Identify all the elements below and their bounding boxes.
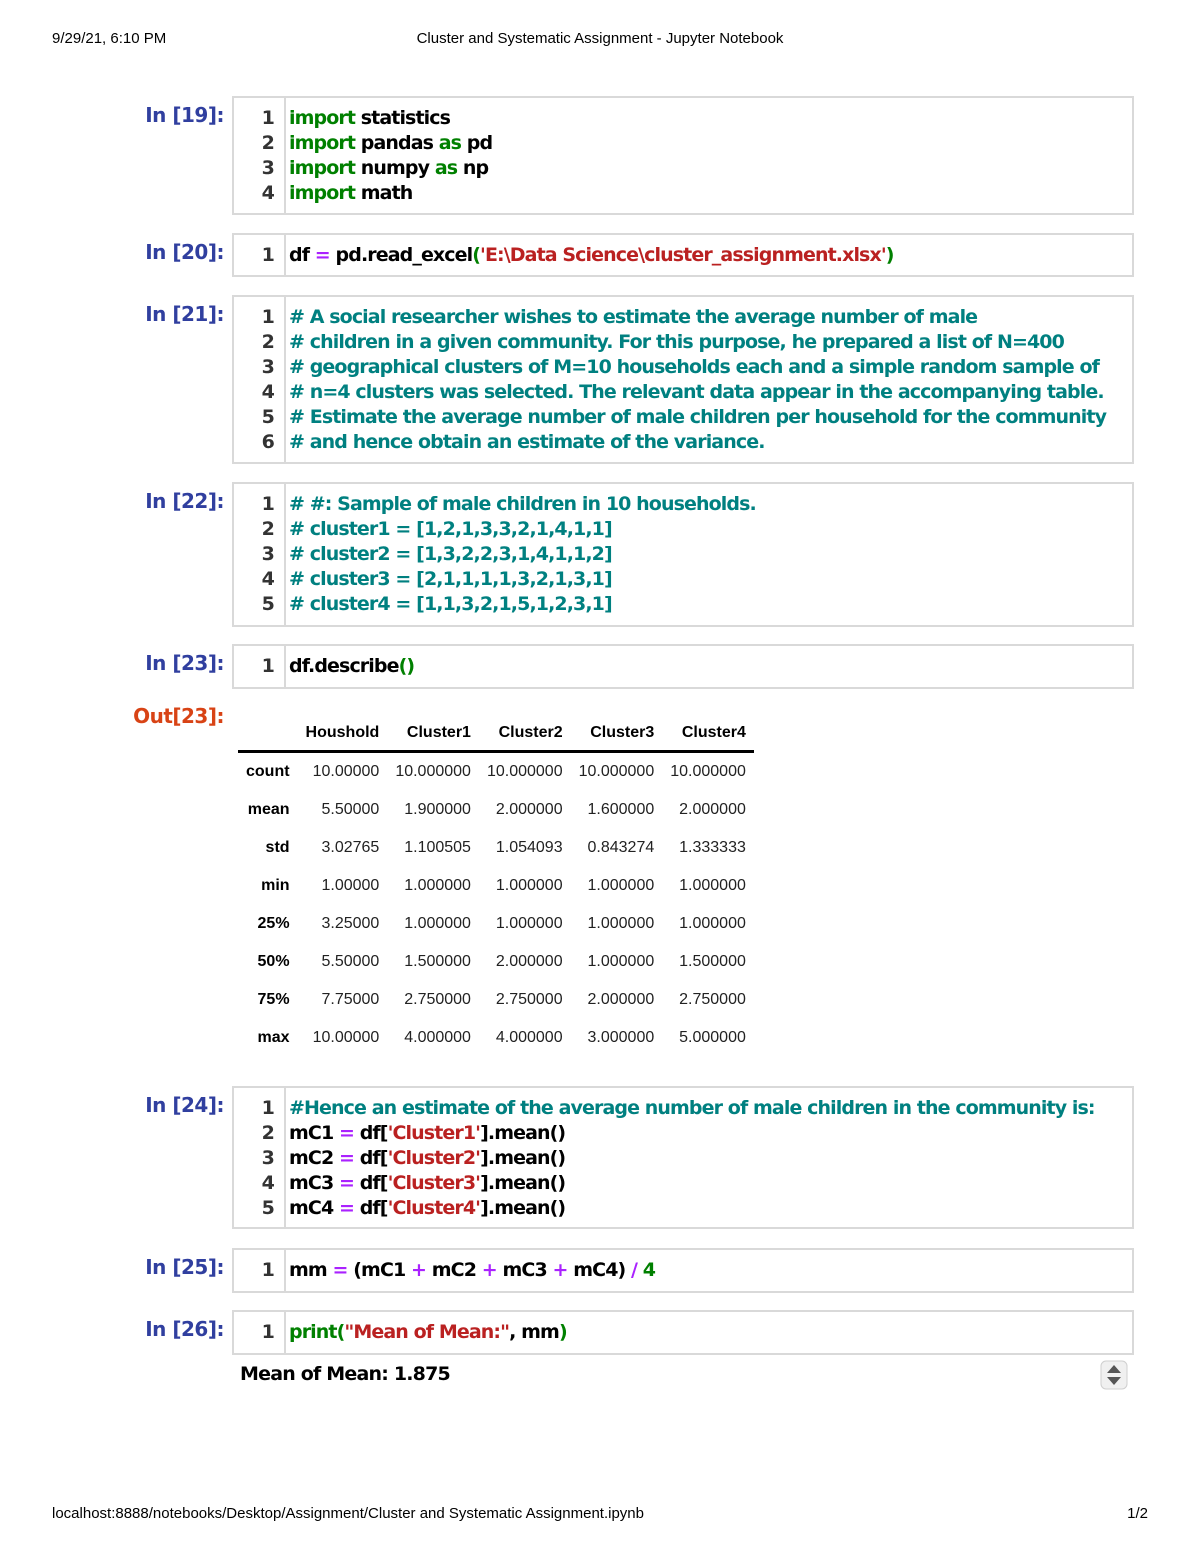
- code-token: ): [885, 244, 894, 266]
- code-token: 'Cluster3': [387, 1172, 481, 1194]
- table-cell: 3.25000: [321, 915, 380, 932]
- table-row: [238, 1019, 754, 1057]
- code-token: # #: Sample of male children in 10 households.: [289, 493, 756, 515]
- input-prompt: In [25]:: [145, 1255, 224, 1279]
- code-token: # children in a given community. For this purpose, he prepared a list of N=400: [289, 331, 1064, 353]
- code-token: 'E:\Data Science\cluster_assignment.xlsx': [480, 244, 886, 266]
- table-cell: 3.02765: [321, 839, 380, 856]
- table-cell: 10.00000: [312, 1029, 380, 1046]
- table-cell: 4.000000: [495, 1029, 563, 1046]
- table-row: [238, 943, 754, 981]
- table-row: [238, 752, 754, 792]
- code-token: =: [332, 1259, 348, 1281]
- output-prompt: Out[23]:: [133, 704, 224, 728]
- line-number: 6: [261, 431, 274, 453]
- line-number: 5: [261, 1197, 274, 1219]
- table-cell: 5.50000: [321, 953, 380, 970]
- table-cell: 10.000000: [395, 763, 471, 780]
- code-token: # cluster1 = [1,2,1,3,3,2,1,4,1,1]: [289, 518, 612, 540]
- table-cell: 7.75000: [321, 991, 380, 1008]
- code-token: mC3: [496, 1259, 553, 1281]
- table-cell: 1.000000: [587, 877, 655, 894]
- line-number: 2: [261, 1122, 274, 1144]
- code-text: [289, 518, 612, 540]
- code-token: pandas: [355, 132, 439, 154]
- code-input[interactable]: [232, 96, 1134, 215]
- input-prompt: In [24]:: [145, 1093, 224, 1117]
- input-prompt: In [21]:: [145, 302, 224, 326]
- code-text: [289, 406, 1106, 428]
- code-token: mC4: [289, 1197, 339, 1219]
- table-cell: 2.000000: [587, 991, 655, 1008]
- line-number: 4: [261, 182, 274, 204]
- table-row: [238, 981, 754, 1019]
- table-cell: 5.50000: [321, 801, 380, 818]
- code-token: "Mean of Mean:": [344, 1321, 510, 1343]
- table-cell: 1.000000: [587, 953, 655, 970]
- table-header-row: [238, 716, 754, 752]
- code-token: # geographical clusters of M=10 households each and a simple random sample of: [289, 356, 1100, 378]
- table-cell: 0.843274: [587, 839, 655, 856]
- code-token: (): [549, 1172, 566, 1194]
- table-row: [238, 791, 754, 829]
- table-cell: 1.000000: [404, 877, 471, 894]
- table-cell: 1.000000: [495, 915, 563, 932]
- input-prompt: In [19]:: [145, 103, 224, 127]
- code-text: [289, 381, 1104, 403]
- row-index-label: mean: [247, 801, 290, 818]
- table-row: [238, 829, 754, 867]
- code-token: 4: [642, 1259, 656, 1281]
- code-text: [289, 182, 412, 204]
- code-token: mC4): [567, 1259, 632, 1281]
- page-number: 1/2: [1127, 1505, 1148, 1522]
- code-token: # Estimate the average number of male children per household for the community: [289, 406, 1107, 428]
- code-token: ].mean: [480, 1122, 550, 1144]
- line-number: 1: [261, 1259, 274, 1281]
- table-cell: 2.750000: [495, 991, 563, 1008]
- code-token: # and hence obtain an estimate of the variance.: [289, 431, 765, 453]
- code-text: [289, 132, 492, 154]
- column-header: Houshold: [298, 716, 388, 752]
- code-text: [289, 493, 756, 515]
- scroll-arrows-icon[interactable]: [1100, 1360, 1128, 1390]
- table-cell: 2.000000: [495, 953, 563, 970]
- table-cell: 1.000000: [495, 877, 563, 894]
- code-token: (): [549, 1197, 566, 1219]
- line-number: 3: [261, 356, 274, 378]
- code-token: +: [552, 1259, 568, 1281]
- input-prompt: In [26]:: [145, 1317, 224, 1341]
- code-text: [289, 306, 977, 328]
- code-token: import: [289, 132, 356, 154]
- code-text: [289, 1259, 655, 1281]
- code-token: ): [558, 1321, 567, 1343]
- table-cell: 1.000000: [679, 915, 746, 932]
- table-cell: 1.000000: [587, 915, 655, 932]
- code-token: # cluster3 = [2,1,1,1,1,3,2,1,3,1]: [289, 568, 612, 590]
- code-token: 'Cluster4': [387, 1197, 481, 1219]
- line-number: 4: [261, 1172, 274, 1194]
- code-token: # cluster4 = [1,1,3,2,1,5,1,2,3,1]: [289, 593, 612, 615]
- code-token: , mm: [509, 1321, 559, 1343]
- code-token: # A social researcher wishes to estimate the average number of male: [289, 306, 978, 328]
- line-number: 3: [261, 543, 274, 565]
- row-index-label: count: [246, 763, 290, 780]
- code-token: ].mean: [480, 1147, 550, 1169]
- code-token: mC2: [426, 1259, 482, 1281]
- row-index-label: 75%: [257, 991, 290, 1008]
- code-input[interactable]: [232, 482, 1134, 627]
- line-number: 1: [261, 493, 274, 515]
- describe-output-table: [238, 716, 754, 1057]
- code-input[interactable]: [232, 1086, 1134, 1229]
- code-token: as: [434, 157, 458, 179]
- code-token: mm: [289, 1259, 333, 1281]
- table-cell: 1.054093: [495, 839, 563, 856]
- code-token: pd: [461, 132, 493, 154]
- line-number: 3: [261, 157, 274, 179]
- row-index-label: max: [257, 1029, 290, 1046]
- code-token: +: [411, 1259, 427, 1281]
- code-text: [289, 431, 765, 453]
- table-cell: 1.500000: [679, 953, 746, 970]
- code-token: import: [289, 157, 356, 179]
- code-token: (): [549, 1122, 566, 1144]
- code-text: [289, 1122, 565, 1144]
- line-number: 2: [261, 518, 274, 540]
- code-token: df[: [354, 1197, 388, 1219]
- print-title: Cluster and Systematic Assignment - Jupyter Notebook: [416, 30, 784, 47]
- code-token: df.describe: [289, 655, 399, 677]
- code-token: /: [631, 1259, 638, 1281]
- code-token: =: [338, 1122, 355, 1144]
- table-cell: 2.750000: [679, 991, 746, 1008]
- line-number: 1: [261, 244, 274, 266]
- code-token: df: [289, 244, 315, 266]
- code-text: [289, 356, 1099, 378]
- code-text: [289, 157, 488, 179]
- table-cell: 1.000000: [404, 915, 471, 932]
- table-cell: 2.000000: [495, 801, 563, 818]
- table-cell: 10.000000: [578, 763, 655, 780]
- code-input[interactable]: [232, 295, 1134, 464]
- table-cell: 5.000000: [679, 1029, 746, 1046]
- code-token: ].mean: [480, 1197, 550, 1219]
- code-token: =: [338, 1197, 355, 1219]
- line-number: 3: [261, 1147, 274, 1169]
- table-cell: 1.00000: [321, 877, 380, 894]
- code-token: pd.read_excel: [329, 244, 473, 266]
- input-prompt: In [23]:: [145, 651, 224, 675]
- table-cell: 10.000000: [670, 763, 746, 780]
- table-cell: 1.000000: [679, 877, 746, 894]
- table-cell: 1.100505: [404, 839, 471, 856]
- column-header: Cluster3: [571, 716, 663, 752]
- code-token: print: [289, 1321, 337, 1343]
- table-cell: 10.000000: [486, 763, 563, 780]
- code-token: # cluster2 = [1,3,2,2,3,1,4,1,1,2]: [289, 543, 612, 565]
- code-text: [289, 593, 612, 615]
- table-cell: 2.000000: [679, 801, 746, 818]
- code-token: import: [289, 182, 356, 204]
- code-token: +: [481, 1259, 497, 1281]
- print-url: localhost:8888/notebooks/Desktop/Assignment/Cluster and Systematic Assignment.ipynb: [52, 1505, 644, 1522]
- code-text: [289, 107, 450, 129]
- row-index-label: min: [261, 877, 290, 894]
- code-text: [289, 1172, 565, 1194]
- table-cell: 10.00000: [312, 763, 380, 780]
- row-index-label: 50%: [257, 953, 290, 970]
- row-index-label: std: [265, 839, 290, 856]
- code-token: ].mean: [480, 1172, 550, 1194]
- index-header: [238, 716, 298, 752]
- code-token: df[: [354, 1122, 388, 1144]
- code-token: as: [438, 132, 462, 154]
- table-cell: 3.000000: [587, 1029, 655, 1046]
- table-cell: 1.333333: [679, 839, 746, 856]
- code-text: [289, 543, 612, 565]
- line-number: 1: [261, 107, 274, 129]
- code-token: =: [338, 1172, 355, 1194]
- table-cell: 2.750000: [404, 991, 471, 1008]
- line-number: 4: [261, 568, 274, 590]
- code-token: numpy: [355, 157, 435, 179]
- code-token: df[: [354, 1147, 388, 1169]
- table-row: [238, 905, 754, 943]
- code-text: [289, 1321, 567, 1343]
- code-token: (: [336, 1321, 345, 1343]
- code-token: np: [457, 157, 489, 179]
- code-text: [289, 331, 1064, 353]
- column-header: Cluster2: [479, 716, 571, 752]
- code-token: # n=4 clusters was selected. The relevant data appear in the accompanying table.: [289, 381, 1104, 403]
- code-text: [289, 1147, 565, 1169]
- code-token: math: [355, 182, 413, 204]
- line-number: 1: [261, 306, 274, 328]
- code-token: 'Cluster2': [387, 1147, 481, 1169]
- code-text: [289, 568, 612, 590]
- code-token: (mC1: [347, 1259, 412, 1281]
- code-input[interactable]: [232, 233, 1134, 277]
- stream-output: Mean of Mean: 1.875: [240, 1363, 450, 1385]
- line-number: 5: [261, 593, 274, 615]
- line-number: 2: [261, 132, 274, 154]
- code-token: mC1: [289, 1122, 339, 1144]
- line-number: 4: [261, 381, 274, 403]
- input-prompt: In [22]:: [145, 489, 224, 513]
- line-number: 2: [261, 331, 274, 353]
- code-text: [289, 1197, 565, 1219]
- code-token: =: [314, 244, 330, 266]
- code-token: import: [289, 107, 356, 129]
- code-token: 'Cluster1': [387, 1122, 481, 1144]
- code-text: [289, 244, 894, 266]
- table-cell: 1.500000: [404, 953, 471, 970]
- column-header: Cluster1: [387, 716, 479, 752]
- code-token: (): [549, 1147, 566, 1169]
- table-cell: 4.000000: [404, 1029, 471, 1046]
- code-token: =: [338, 1147, 355, 1169]
- code-token: df[: [354, 1172, 388, 1194]
- code-token: (: [472, 244, 481, 266]
- table-cell: 1.600000: [587, 801, 655, 818]
- table-cell: 1.900000: [404, 801, 471, 818]
- row-index-label: 25%: [257, 915, 290, 932]
- code-token: statistics: [355, 107, 451, 129]
- code-text: [289, 1097, 1095, 1119]
- code-token: #Hence an estimate of the average number of male children in the community is:: [289, 1097, 1095, 1119]
- output-scroll-toggle[interactable]: [1100, 1360, 1128, 1390]
- code-text: [289, 655, 414, 677]
- print-datetime: 9/29/21, 6:10 PM: [52, 30, 167, 47]
- column-header: Cluster4: [662, 716, 754, 752]
- line-number: 1: [261, 1097, 274, 1119]
- code-token: mC3: [289, 1172, 339, 1194]
- code-token: (): [398, 655, 415, 677]
- code-token: mC2: [289, 1147, 339, 1169]
- code-input[interactable]: [232, 1248, 1134, 1293]
- line-number: 5: [261, 406, 274, 428]
- input-prompt: In [20]:: [145, 240, 224, 264]
- code-input[interactable]: [232, 1310, 1134, 1355]
- code-input[interactable]: [232, 644, 1134, 689]
- line-number: 1: [261, 655, 274, 677]
- line-number: 1: [261, 1321, 274, 1343]
- table-row: [238, 867, 754, 905]
